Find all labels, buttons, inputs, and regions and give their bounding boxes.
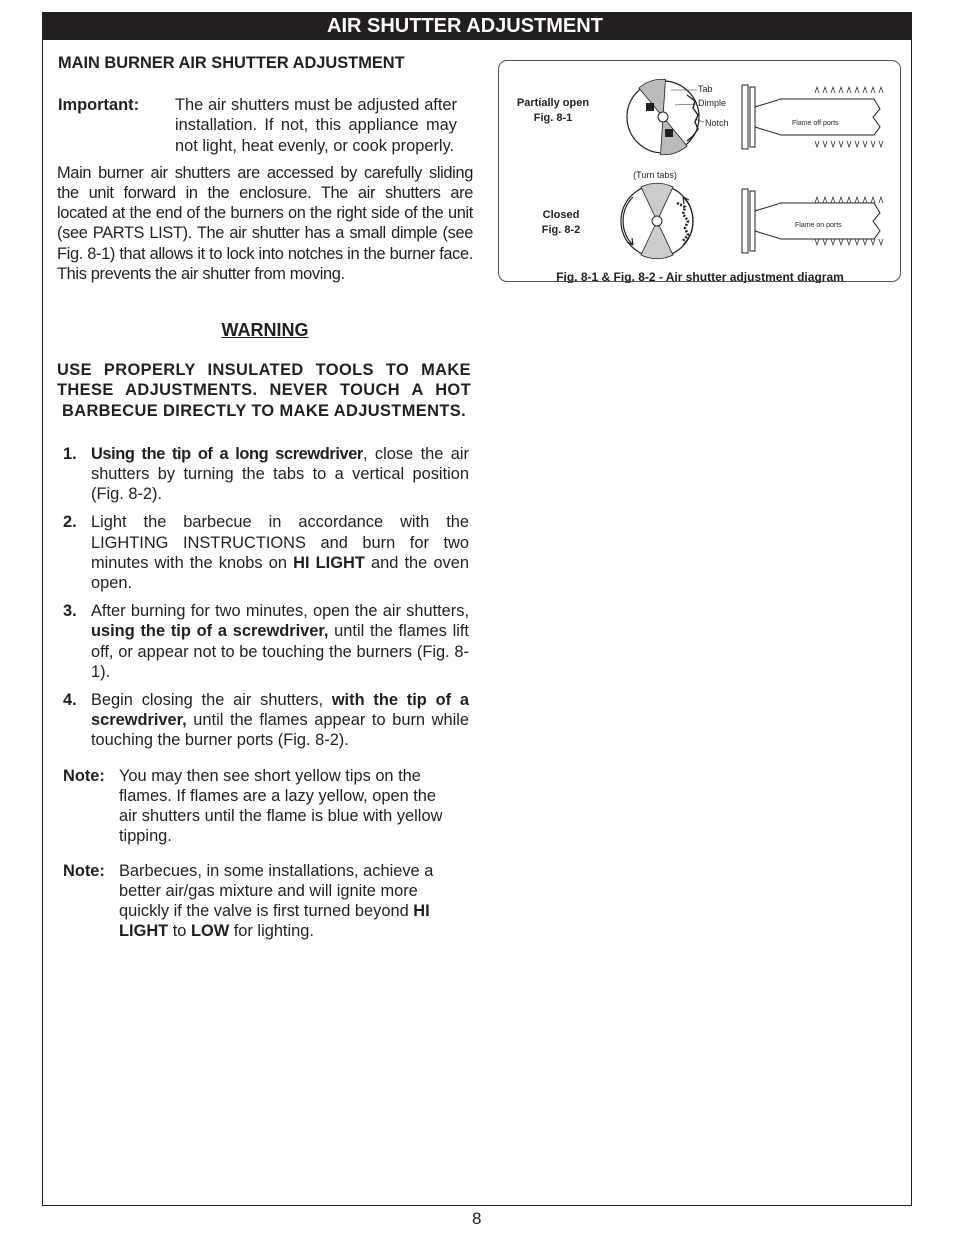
step-post: until the flames appear to burn while touching the burner ports (Fig. 8-2). xyxy=(91,711,469,750)
step-item xyxy=(63,690,469,751)
note-1 xyxy=(57,766,473,847)
note-mid: to xyxy=(168,922,191,941)
steps-list xyxy=(57,444,473,751)
step-text xyxy=(91,512,469,593)
note-bold-hi-light: HI LIGHT xyxy=(119,901,430,941)
title-bar xyxy=(43,13,911,40)
page-number: 8 xyxy=(472,1209,482,1228)
important-block xyxy=(58,95,473,156)
dimple-label: Dimple xyxy=(698,98,727,108)
step-number: 4. xyxy=(63,691,77,710)
page-title: AIR SHUTTER ADJUSTMENT xyxy=(327,15,603,37)
step-pre: After burning for two minutes, open the air shutters, xyxy=(91,602,469,621)
note-post: for lighting. xyxy=(229,922,314,941)
step-bold: with the tip of a screwdriver, xyxy=(91,691,469,730)
note-2 xyxy=(57,861,473,942)
tab-label: Tab xyxy=(698,84,713,94)
step-item xyxy=(63,601,469,682)
intro-paragraph: Main burner air shutters are accessed by carefully sliding the unit forward in the enclosure. The air shutters are located at the end of the burners on the right side of the unit (see PARTS LIST). The air shutter has a small dimple (see Fig. 8-1) that allows it to lock into notches in the burner face. This prevents the air shutter from moving. xyxy=(57,163,473,283)
important-label: Important: xyxy=(58,96,140,115)
shutter-partially-open-icon xyxy=(627,77,704,158)
step-text xyxy=(91,601,469,682)
step-text xyxy=(91,690,469,751)
step-number: 1. xyxy=(63,444,77,463)
step-pre: Begin closing the air shutters, xyxy=(91,691,332,710)
step-pre: Light the barbecue in accordance with the LIGHTING INSTRUCTIONS and burn for two minutes with the knobs on xyxy=(91,513,469,572)
step-rest: , close the air shutters by turning the tabs to a vertical position (Fig. 8-2). xyxy=(91,444,470,504)
burner-flame-on-icon xyxy=(742,189,883,253)
shutter-closed-icon xyxy=(621,183,693,259)
step-item xyxy=(63,444,469,505)
diagram-svg xyxy=(499,61,902,283)
left-column xyxy=(57,53,473,941)
note-bold-low: LOW xyxy=(190,922,230,941)
step-post: until the flames lift off, or appear not to be touching the burners (Fig. 8-1). xyxy=(91,622,469,681)
section-title: MAIN BURNER AIR SHUTTER ADJUSTMENT xyxy=(58,54,405,72)
step-bold: using the tip of a screwdriver, xyxy=(91,622,329,641)
fig2-label-line2: Fig. 8-2 xyxy=(541,224,581,236)
burner-flame-off-icon xyxy=(742,85,883,149)
step-post: and the oven open. xyxy=(91,553,469,593)
step-bold: Using the tip of a long screwdriver xyxy=(91,444,363,463)
note-pre: Barbecues, in some installations, achieve a better air/gas mixture and will ignite more quickly if the valve is first turned beyond xyxy=(119,861,434,920)
step-item xyxy=(63,512,469,593)
step-bold: HI LIGHT xyxy=(293,553,365,572)
fig2-label-line1: Closed xyxy=(542,209,580,221)
fig1-label-line1: Partially open xyxy=(516,97,590,109)
note-label: Note: xyxy=(63,861,105,880)
note-text xyxy=(119,861,457,942)
important-text: The air shutters must be adjusted after installation. If not, this appliance may not light, heat evenly, or cook properly. xyxy=(175,96,457,155)
flame-on-label: Flame on ports xyxy=(795,222,842,229)
fig1-label-line2: Fig. 8-1 xyxy=(533,112,573,124)
flame-off-label: Flame off ports xyxy=(792,120,839,127)
figure-caption: Fig. 8-1 & Fig. 8-2 - Air shutter adjustment diagram xyxy=(556,270,844,283)
warning-text: USE PROPERLY INSULATED TOOLS TO MAKE THESE ADJUSTMENTS. NEVER TOUCH A HOT BARBECUE DIRECTLY TO MAKE ADJUSTMENTS. xyxy=(57,361,471,420)
note-label: Note: xyxy=(63,766,105,785)
step-number: 3. xyxy=(63,602,77,621)
page-frame xyxy=(42,12,912,1206)
note-text: You may then see short yellow tips on the flames. If flames are a lazy yellow, open the air shutters until the flame is blue with yellow tipping. xyxy=(119,766,443,846)
notch-label: Notch xyxy=(705,118,729,128)
step-text xyxy=(91,444,469,505)
turn-tabs-label: (Turn tabs) xyxy=(633,170,677,180)
step-number: 2. xyxy=(63,513,77,532)
warning-heading: WARNING xyxy=(221,320,309,341)
air-shutter-diagram xyxy=(498,60,901,282)
